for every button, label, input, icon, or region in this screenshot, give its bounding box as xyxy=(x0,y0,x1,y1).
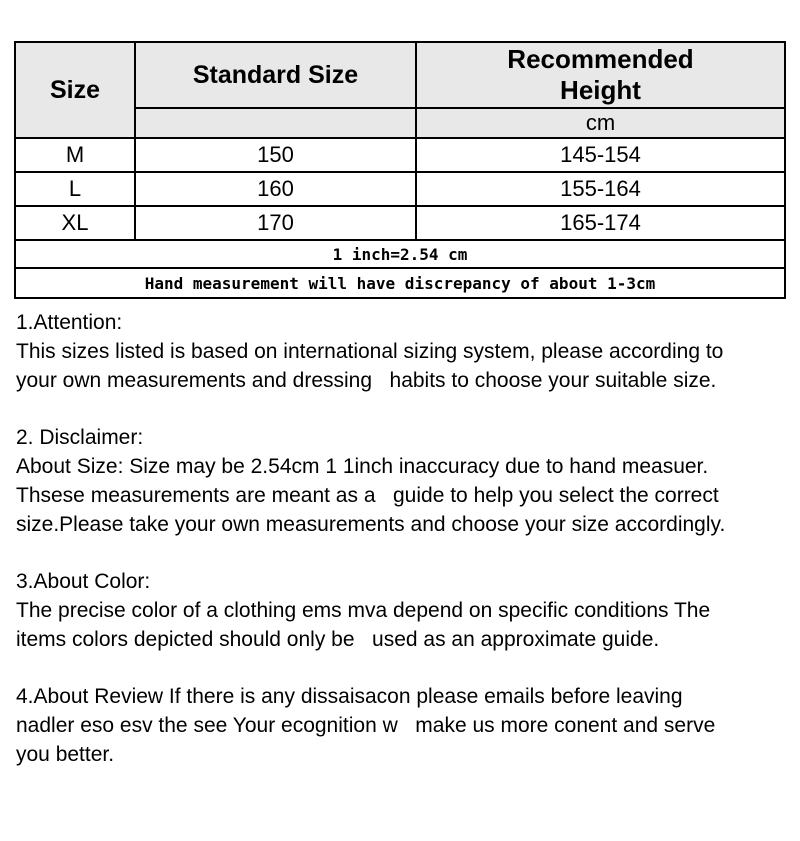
note-about-review xyxy=(16,682,786,769)
note-about-color xyxy=(16,567,786,654)
note-line: items colors depicted should only be used as an approximate guide. xyxy=(16,628,660,651)
note-line: nadler eso esv the see Your ecognition w make us more conent and serve xyxy=(16,714,716,737)
note-line: The precise color of a clothing ems mva depend on specific conditions The xyxy=(16,599,711,622)
recommended-height-column-header xyxy=(416,42,785,108)
note-line: This sizes listed is based on international sizing system, please according to xyxy=(16,340,724,363)
note-line: About Size: Size may be 2.54cm 1 1inch inaccuracy due to hand measuer. xyxy=(16,455,709,478)
hand-measurement-row xyxy=(15,268,785,298)
standard-size-column-header: Standard Size xyxy=(135,42,416,108)
table-row-xl xyxy=(15,206,785,240)
note-line: Thsese measurements are meant as a guide to help you select the correct xyxy=(16,484,719,507)
note-line: 3.About Color: xyxy=(16,570,151,593)
notes-section xyxy=(16,308,786,769)
table-header-row xyxy=(15,42,785,108)
note-line: 1.Attention: xyxy=(16,311,123,334)
table-row-l xyxy=(15,172,785,206)
standard-size-value: 160 xyxy=(135,172,416,206)
standard-size-value: 170 xyxy=(135,206,416,240)
table-row-m xyxy=(15,138,785,172)
recommended-height-label: Recommended Height xyxy=(507,44,694,105)
note-line: 4.About Review If there is any dissaisacon please emails before leaving xyxy=(16,685,683,708)
note-line: 2. Disclaimer: xyxy=(16,426,144,449)
height-unit-cell: cm xyxy=(416,108,785,138)
size-column-header: Size xyxy=(15,42,135,138)
standard-size-unit-cell xyxy=(135,108,416,138)
size-value: M xyxy=(15,138,135,172)
height-range-value: 155-164 xyxy=(416,172,785,206)
size-value: L xyxy=(15,172,135,206)
size-chart-page xyxy=(0,41,800,841)
note-disclaimer xyxy=(16,423,786,539)
inch-conversion-note: 1 inch=2.54 cm xyxy=(15,240,785,268)
hand-measurement-note: Hand measurement will have discrepancy of about 1-3cm xyxy=(15,268,785,298)
inch-conversion-row xyxy=(15,240,785,268)
size-value: XL xyxy=(15,206,135,240)
height-range-value: 145-154 xyxy=(416,138,785,172)
height-range-value: 165-174 xyxy=(416,206,785,240)
note-attention xyxy=(16,308,786,395)
note-line: you better. xyxy=(16,743,115,766)
size-chart-table xyxy=(14,41,786,299)
standard-size-value: 150 xyxy=(135,138,416,172)
note-line: size.Please take your own measurements and choose your size accordingly. xyxy=(16,513,726,536)
note-line: your own measurements and dressing habits to choose your suitable size. xyxy=(16,369,717,392)
